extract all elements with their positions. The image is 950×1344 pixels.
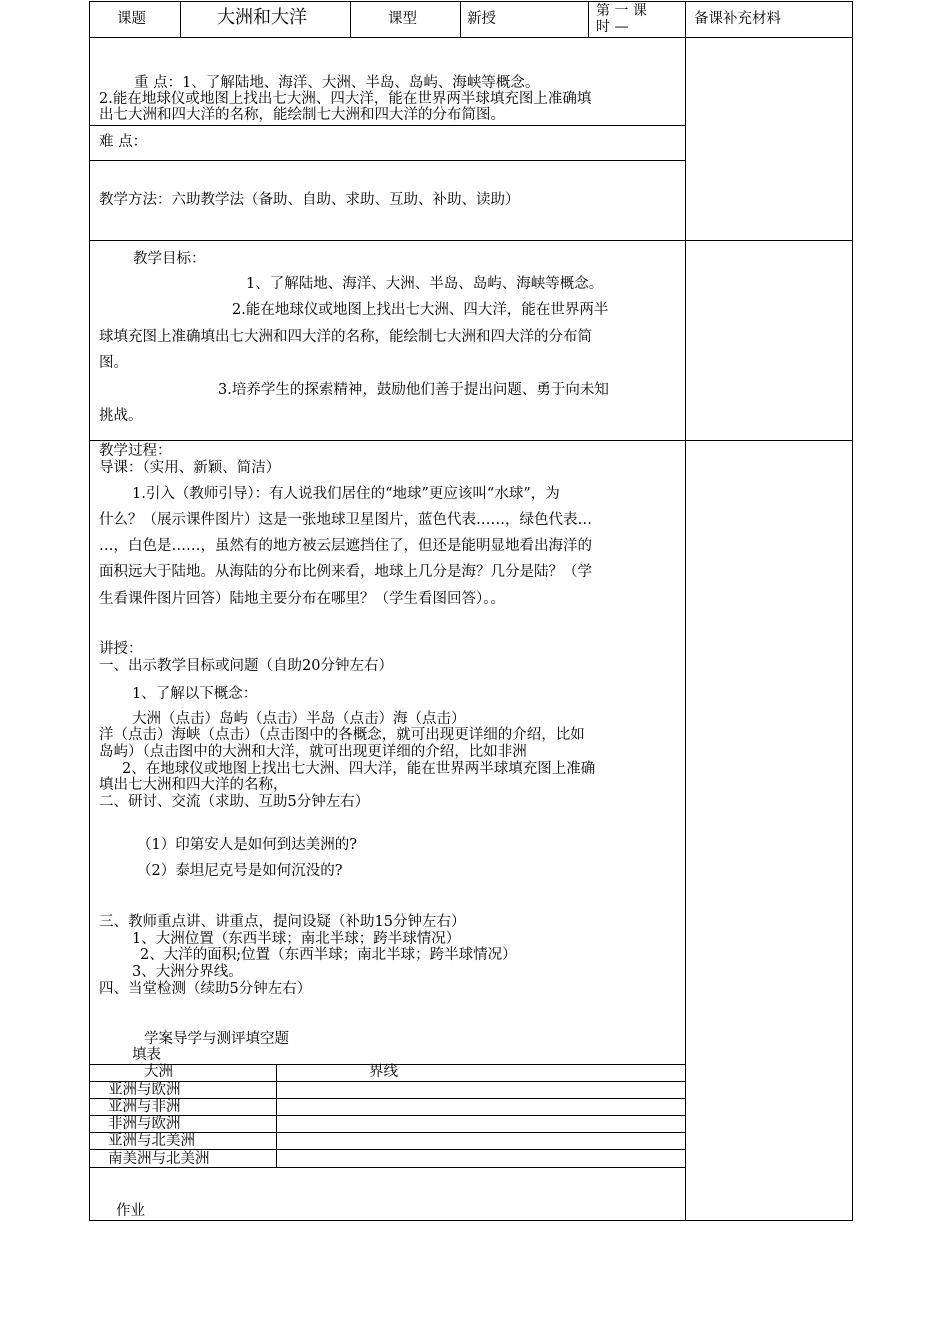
key-points-line: 重 点：1、了解陆地、海洋、大洲、半岛、岛屿、海峡等概念。 xyxy=(134,75,540,91)
section-line xyxy=(89,440,853,441)
header-divider xyxy=(588,1,589,38)
difficulty-label: 难 点： xyxy=(99,134,148,150)
type-value: 新授 xyxy=(467,11,496,27)
header-bottom-line xyxy=(89,37,853,38)
lecture-label: 讲授： xyxy=(99,641,143,657)
lesson-title: 大洲和大洋 xyxy=(217,7,307,28)
notes-column-divider xyxy=(685,1,686,1221)
step-line: 填出七大洲和四大洋的名称， xyxy=(99,777,288,793)
process-paragraph: 1.引入（教师引导）：有人说我们居住的“地球”更应该叫“水球”，为 xyxy=(132,486,560,502)
key-points-line: 2.能在地球仪或地图上找出七大洲、四大洋，能在世界两半球填充图上准确填 xyxy=(99,91,592,107)
step-line: 1、了解以下概念： xyxy=(132,686,258,702)
teaching-method: 教学方法：六助教学法（备助、自助、求助、互助、补助、读助） xyxy=(99,192,520,208)
step-line: 2、在地球仪或地图上找出七大洲、四大洋，能在世界两半球填充图上准确 xyxy=(122,761,596,777)
header-divider xyxy=(460,1,461,38)
section-line xyxy=(89,240,853,241)
header-divider xyxy=(180,1,181,38)
step-heading: 四、当堂检测（续助5分钟左右） xyxy=(99,981,312,997)
objective-line: 2.能在地球仪或地图上找出七大洲、四大洋，能在世界两半 xyxy=(232,302,609,318)
frame-left xyxy=(89,1,90,1221)
process-paragraph: …，白色是……，虽然有的地方被云层遮挡住了，但还是能明显地看出海洋的 xyxy=(99,538,592,554)
table-row-label: 亚洲与非洲 xyxy=(108,1099,181,1115)
process-heading: 教学过程： xyxy=(99,443,172,459)
step-line: 1、大洲位置（东西半球；南北半球；跨半球情况） xyxy=(132,931,461,947)
objective-line: 1、了解陆地、海洋、大洲、半岛、岛屿、海峡等概念。 xyxy=(246,276,604,292)
intro-label: 导课：（实用、新颖、简洁） xyxy=(99,460,281,476)
objective-line: 3.培养学生的探索精神，鼓励他们善于提出问题、勇于向未知 xyxy=(218,382,609,398)
header-divider xyxy=(350,1,351,38)
fill-table-label: 填表 xyxy=(132,1047,161,1063)
step-line: 大洲（点击）岛屿（点击）半岛（点击）海（点击） xyxy=(132,711,466,727)
table-header-boundary: 界线 xyxy=(369,1064,398,1080)
notes-label: 备课补充材料 xyxy=(694,11,781,27)
question: （2）泰坦尼克号是如何沉没的? xyxy=(137,863,343,879)
process-paragraph: 什么？（展示课件图片）这是一张地球卫星图片，蓝色代表……，绿色代表… xyxy=(99,512,592,528)
objective-line: 球填充图上准确填出七大洲和四大洋的名称，能绘制七大洲和四大洋的分布简 xyxy=(99,329,592,345)
key-points-line: 出七大洲和四大洋的名称，能绘制七大洲和四大洋的分布简图。 xyxy=(99,107,505,123)
objective-line: 图。 xyxy=(99,355,128,371)
exercise-label: 学案导学与测评填空题 xyxy=(144,1031,289,1047)
frame-right xyxy=(852,1,853,1221)
question: （1）印第安人是如何到达美洲的? xyxy=(137,837,357,853)
section-line xyxy=(89,125,686,126)
step-line: 洋（点击）海峡（点击）（点击图中的各概念，就可出现更详细的介绍，比如 xyxy=(99,727,585,743)
type-label: 课型 xyxy=(388,11,417,27)
objective-line: 挑战。 xyxy=(99,408,143,424)
lesson-label: 课题 xyxy=(117,11,146,27)
process-paragraph: 面积远大于陆地。从海陆的分布比例来看，地球上几分是海？几分是陆？（学 xyxy=(99,564,592,580)
homework-label: 作业 xyxy=(116,1203,145,1219)
frame-top xyxy=(89,1,853,2)
period-top: 第 一 课 xyxy=(596,3,647,19)
frame-bottom xyxy=(89,1220,853,1221)
step-heading: 二、研讨、交流（求助、互助5分钟左右） xyxy=(99,794,370,810)
period-bottom: 时 — xyxy=(596,19,629,35)
step-line: 3、大洲分界线。 xyxy=(132,964,243,980)
table-row-label: 南美洲与北美洲 xyxy=(108,1151,210,1167)
process-paragraph: 生看课件图片回答）陆地主要分布在哪里？（学生看图回答）。。 xyxy=(99,591,505,607)
table-row-label: 亚洲与北美洲 xyxy=(108,1133,195,1149)
section-line xyxy=(89,160,686,161)
objectives-heading: 教学目标： xyxy=(133,251,206,267)
step-heading: 三、教师重点讲、讲重点，提问设疑（补助15分钟左右） xyxy=(99,914,466,930)
table-row-label: 非洲与欧洲 xyxy=(108,1116,181,1132)
step-line: 2、大洋的面积;位置（东西半球；南北半球；跨半球情况） xyxy=(140,947,517,963)
step-line: 岛屿）（点击图中的大洲和大洋，就可出现更详细的介绍，比如非洲 xyxy=(99,744,527,760)
table-header-continent: 大洲 xyxy=(144,1064,173,1080)
step-heading: 一、出示教学目标或问题（自助20分钟左右） xyxy=(99,658,393,674)
table-row-label: 亚洲与欧洲 xyxy=(108,1082,181,1098)
